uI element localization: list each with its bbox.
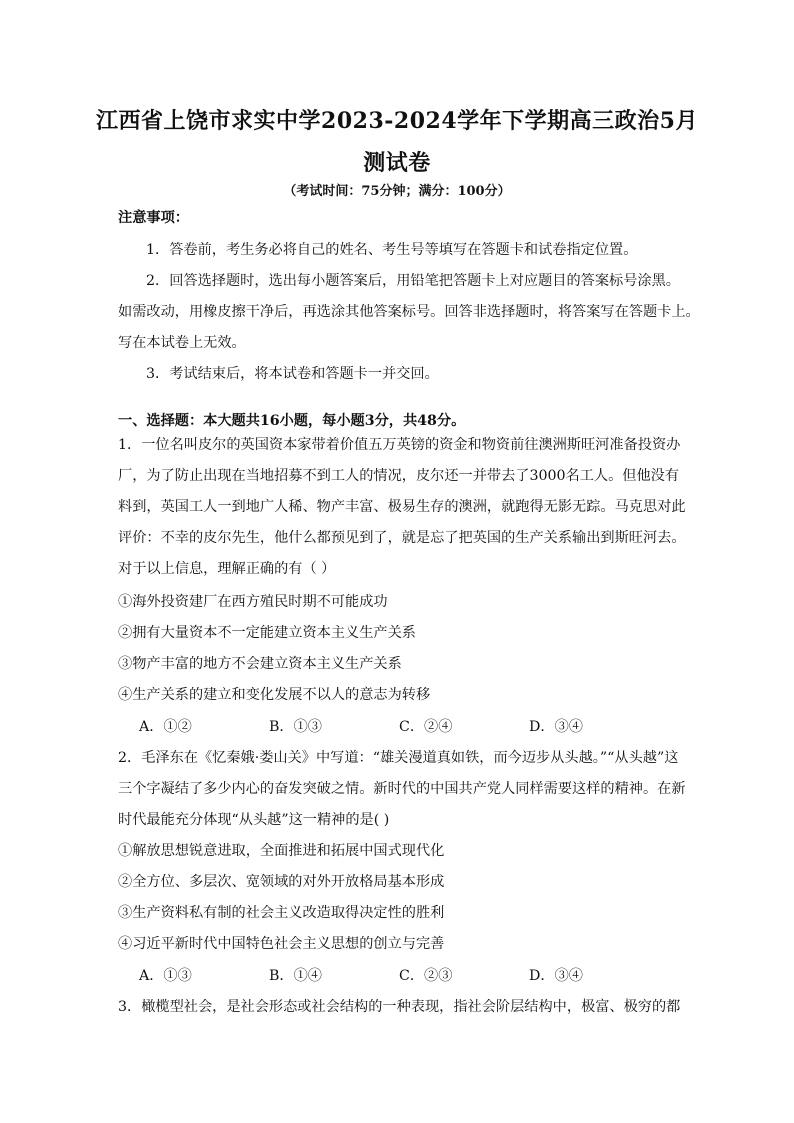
notice-item-1: 1．答卷前，考生务必将自己的姓名、考生号等填写在答题卡和试卷指定位置。	[146, 242, 638, 258]
q2-statement-3: ③生产资料私有制的社会主义改造取得决定性的胜利	[118, 905, 445, 921]
q2-stem-line2: 三个字凝结了多少内心的奋发突破之情。新时代的中国共产党人同样需要这样的精神。在新	[118, 781, 686, 797]
notice-item-2-line1: 2．回答选择题时，选出每小题答案后，用铅笔把答题卡上对应题目的答案标号涂黑。	[146, 273, 680, 289]
notice-item-2-line3: 写在本试卷上无效。	[118, 335, 246, 351]
q2-options	[139, 965, 659, 985]
q3-stem-line1: 3．橄榄型社会，是社会形态或社会结构的一种表现，指社会阶层结构中，极富、极穷的都	[118, 999, 681, 1015]
q1-statement-1: ①海外投资建厂在西方殖民时期不可能成功	[118, 594, 388, 610]
q2-statement-2: ②全方位、多层次、宽领域的对外开放格局基本形成	[118, 874, 445, 890]
q2-stem-line1: 2．毛泽东在《忆秦娥·娄山关》中写道：“雄关漫道真如铁，而今迈步从头越。”“从头越”这	[118, 750, 679, 766]
q1-option-a[interactable]: A．①②	[139, 719, 192, 735]
q1-statement-3: ③物产丰富的地方不会建立资本主义生产关系	[118, 656, 402, 672]
q1-option-c[interactable]: C．②④	[399, 719, 453, 735]
q1-statement-4: ④生产关系的建立和变化发展不以人的意志为转移	[118, 687, 431, 703]
q1-stem-line2: 厂，为了防止出现在当地招募不到工人的情况，皮尔还一并带去了3000名工人。但他没有	[118, 468, 680, 484]
exam-title-line2: 测试卷	[363, 150, 431, 176]
q1-stem-line3: 料到，英国工人一到地广人稀、物产丰富、极易生存的澳洲，就跑得无影无踪。马克思对此	[118, 499, 686, 515]
q1-statement-2: ②拥有大量资本不一定能建立资本主义生产关系	[118, 625, 416, 641]
q2-statement-1: ①解放思想锐意进取，全面推进和拓展中国式现代化	[118, 843, 445, 859]
q1-stem-line1: 1．一位名叫皮尔的英国资本家带着价值五万英镑的资金和物资前往澳洲斯旺河准备投资办	[118, 437, 681, 453]
q1-option-b[interactable]: B．①③	[269, 719, 322, 735]
notice-heading: 注意事项：	[118, 210, 189, 226]
q2-statement-4: ④习近平新时代中国特色社会主义思想的创立与完善	[118, 936, 445, 952]
q2-stem-line3: 时代最能充分体现“从头越”这一精神的是( )	[118, 812, 390, 828]
q1-stem-line5: 对于以上信息，理解正确的有（ ）	[118, 561, 336, 577]
exam-time-and-score: （考试时间：75分钟；满分：100分）	[283, 184, 511, 199]
notice-item-3: 3．考试结束后，将本试卷和答题卡一并交回。	[146, 366, 439, 382]
q2-option-c[interactable]: C．②③	[399, 968, 453, 984]
notice-item-2-line2: 如需改动，用橡皮擦干净后，再选涂其他答案标号。回答非选择题时，将答案写在答题卡上。	[118, 304, 700, 320]
q1-options	[139, 716, 659, 736]
q2-option-a[interactable]: A．①③	[139, 968, 192, 984]
exam-title-line1: 江西省上饶市求实中学2023-2024学年下学期高三政治5月	[96, 108, 698, 134]
q1-stem-line4: 评价：不幸的皮尔先生，他什么都预见到了，就是忘了把英国的生产关系输出到斯旺河去。	[118, 530, 686, 546]
q2-option-d[interactable]: D．③④	[529, 968, 583, 984]
section-heading: 一、选择题：本大题共16小题，每小题3分，共48分。	[118, 413, 466, 429]
q2-option-b[interactable]: B．①④	[269, 968, 322, 984]
q1-option-d[interactable]: D．③④	[529, 719, 583, 735]
